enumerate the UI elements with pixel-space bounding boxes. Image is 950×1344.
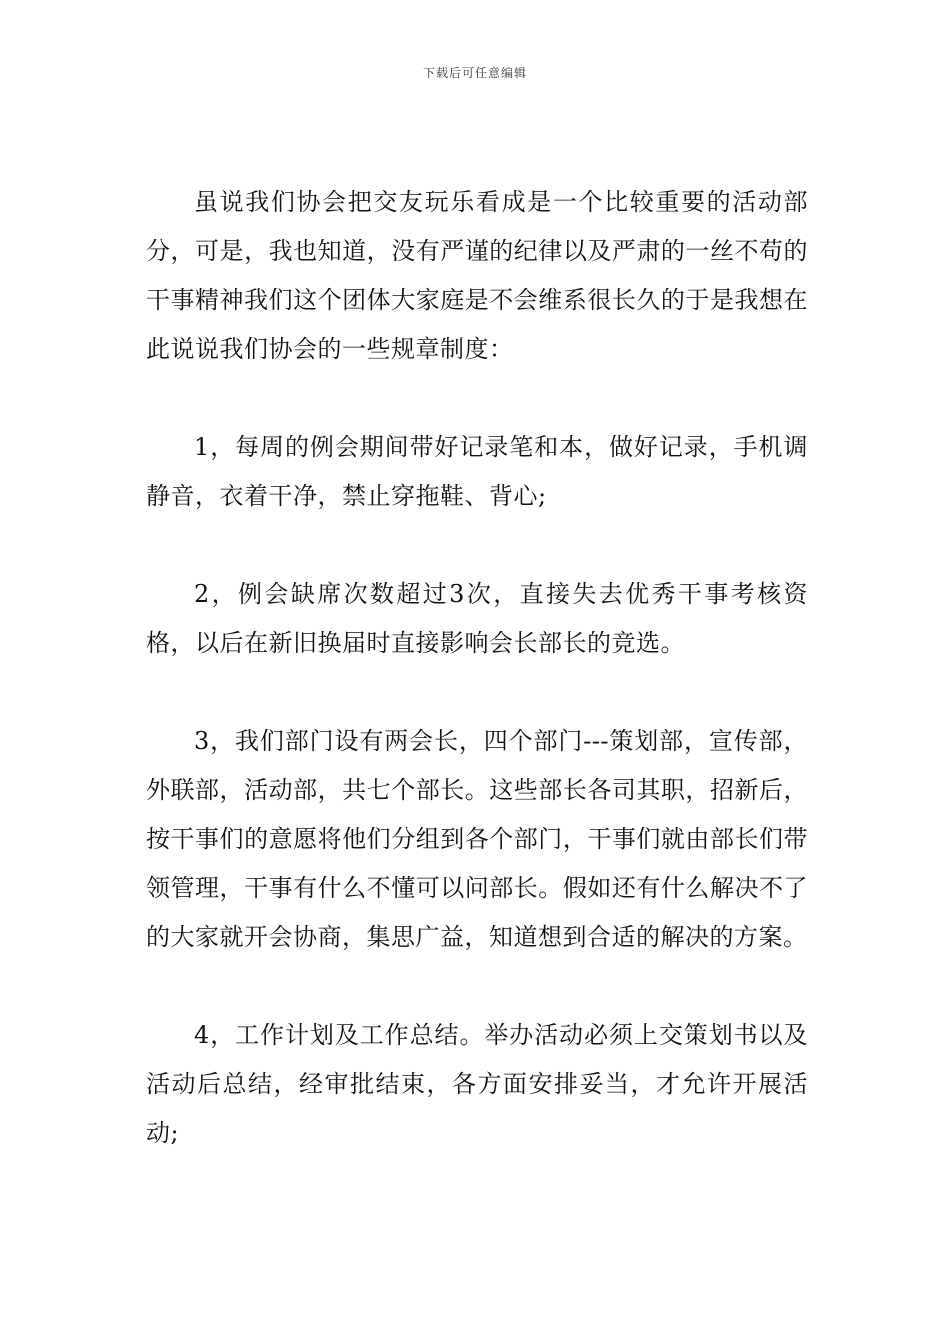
paragraph-rule-2: 2，例会缺席次数超过3次，直接失去优秀干事考核资格，以后在新旧换届时直接影响会长部长的竞选。: [146, 580, 808, 657]
page-header: 下载后可任意编辑: [422, 66, 527, 80]
paragraph-rule-4: 4，工作计划及工作总结。举办活动必须上交策划书以及活动后总结，经审批结束，各方面安排妥当，才允许开展活动;: [146, 1021, 808, 1147]
paragraph-rule-3: 3，我们部门设有两会长，四个部门---策划部，宣传部，外联部，活动部，共七个部长。这些部长各司其职，招新后，按干事们的意愿将他们分组到各个部门，干事们就由部长们带领管理，干事有什么不懂可以问部长。假如还有什么解决不了的大家就开会协商，集思广益，知道想到合适的解决的方案。: [146, 727, 808, 951]
paragraph-rule-1: 1，每周的例会期间带好记录笔和本，做好记录，手机调静音，衣着干净，禁止穿拖鞋、背心;: [146, 433, 808, 510]
document-body: [146, 178, 808, 1207]
paragraph-intro: 虽说我们协会把交友玩乐看成是一个比较重要的活动部分，可是，我也知道，没有严谨的纪律以及严肃的一丝不苟的干事精神我们这个团体大家庭是不会维系很长久的于是我想在此说说我们协会的一些规章制度：: [146, 188, 808, 363]
